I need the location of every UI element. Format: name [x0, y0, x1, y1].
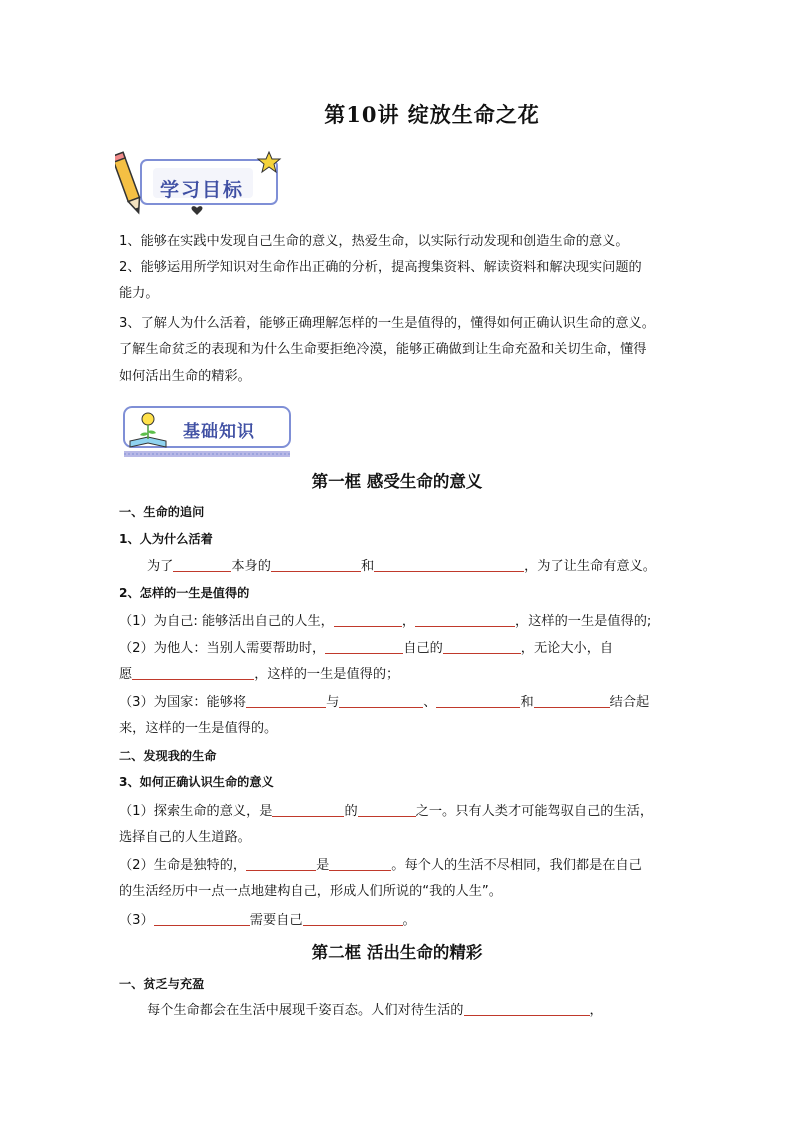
blank-field[interactable] — [415, 611, 515, 627]
blank-field[interactable] — [303, 910, 403, 926]
section1-h1: 一、生命的追问 — [119, 505, 205, 519]
section1-h1-2: 2、怎样的一生是值得的 — [119, 586, 250, 600]
goal-3-cont2: 如何活出生命的精彩。 — [119, 369, 251, 384]
blank-field[interactable] — [173, 556, 231, 572]
page-title: 第10讲 绽放生命之花 — [324, 102, 540, 127]
fill-line-10: 的生活经历中一点一点地建构自己，形成人们所说的“我的人生”。 — [119, 884, 502, 899]
learning-goals-label: 学习目标 — [160, 179, 245, 201]
basic-knowledge-banner — [120, 403, 298, 461]
blank-field[interactable] — [132, 664, 254, 680]
fill-line-11: （3） 需要自己 。 — [119, 908, 679, 934]
goal-2-cont: 能力。 — [119, 286, 159, 301]
goal-2: 2、能够运用所学知识对生命作出正确的分析，提高搜集资料、解读资料和解决现实问题的 — [119, 260, 642, 275]
blank-field[interactable] — [534, 692, 610, 708]
fill-line-4: 愿 ，这样的一生是值得的； — [119, 662, 679, 688]
blank-field[interactable] — [271, 556, 361, 572]
section1-h2: 二、发现我的生命 — [119, 749, 217, 763]
blank-field[interactable] — [374, 556, 524, 572]
fill-line-9: （2）生命是独特的， 是 。每个人的生活不尽相同，我们都是在自己 — [119, 853, 679, 879]
blank-field[interactable] — [154, 910, 250, 926]
section1-h2-3: 3、如何正确认识生命的意义 — [119, 775, 274, 789]
blank-field[interactable] — [464, 1000, 590, 1016]
goal-3-cont1: 了解生命贫乏的表现和为什么生命要拒绝冷漠，能够正确做到让生命充盈和关切生命，懂得 — [119, 342, 647, 357]
blank-field[interactable] — [358, 801, 416, 817]
section2-heading: 第二框 活出生命的精彩 — [311, 943, 483, 962]
section1-heading: 第一框 感受生命的意义 — [311, 472, 483, 491]
fill-line-3: （2）为他人：当别人需要帮助时， 自己的 ，无论大小，自 — [119, 636, 679, 662]
section1-h1-1: 1、人为什么活着 — [119, 532, 213, 546]
blank-field[interactable] — [436, 692, 520, 708]
fill-line-2: （1）为自己: 能够活出自己的人生， ， ，这样的一生是值得的; — [119, 609, 679, 635]
learning-goals-banner — [115, 148, 285, 220]
blank-field[interactable] — [325, 638, 403, 654]
fill-line-1: 为了 本身的 和 ，为了让生命有意义。 — [147, 554, 707, 580]
section2-h1: 一、贫乏与充盈 — [119, 977, 205, 991]
basic-knowledge-label: 基础知识 — [183, 422, 255, 442]
fill-line-8: 选择自己的人生道路。 — [119, 830, 251, 845]
blank-field[interactable] — [246, 855, 316, 871]
blank-field[interactable] — [443, 638, 521, 654]
fill-line-12: 每个生命都会在生活中展现千姿百态。人们对待生活的 ， — [147, 998, 707, 1024]
fill-line-5: （3）为国家：能够将 与 、 和 结合起 — [119, 690, 679, 716]
goal-3: 3、了解人为什么活着，能够正确理解怎样的一生是值得的，懂得如何正确认识生命的意义。 — [119, 316, 655, 331]
blank-field[interactable] — [334, 611, 402, 627]
fill-line-6: 来，这样的一生是值得的。 — [119, 721, 278, 736]
blank-field[interactable] — [339, 692, 423, 708]
fill-line-7: （1）探索生命的意义，是 的 之一。只有人类才可能驾驭自己的生活， — [119, 799, 679, 825]
blank-field[interactable] — [272, 801, 344, 817]
blank-field[interactable] — [329, 855, 391, 871]
goal-1: 1、能够在实践中发现自己生命的意义，热爱生命，以实际行动发现和创造生命的意义。 — [119, 234, 629, 249]
blank-field[interactable] — [246, 692, 326, 708]
